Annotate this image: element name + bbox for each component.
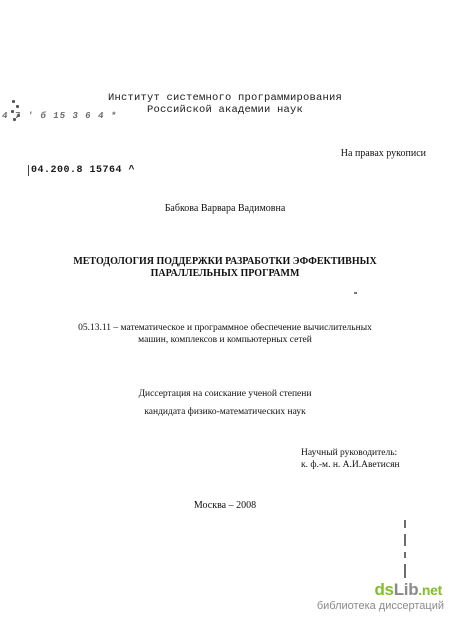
logo-lib-text: Lib — [393, 580, 419, 599]
scan-scratch — [404, 520, 406, 580]
scan-speck — [354, 292, 357, 294]
dissertation-title — [0, 256, 450, 280]
degree-line-1: Диссертация на соискание ученой степени — [138, 389, 312, 399]
degree-statement — [0, 385, 450, 421]
degree-line-2: кандидата физико-математических наук — [144, 407, 306, 417]
specialty-line-2: машин, комплексов и компьютерных сетей — [138, 335, 312, 345]
specialty-code — [0, 322, 450, 346]
title-line-2: ПАРАЛЛЕЛЬНЫХ ПРОГРАММ — [150, 268, 300, 279]
institute-line-1: Институт системного программирования — [107, 92, 343, 104]
logo-ds-text: ds — [374, 580, 394, 599]
title-line-1: МЕТОДОЛОГИЯ ПОДДЕРЖКИ РАЗРАБОТКИ ЭФФЕКТИВНЫХ — [73, 256, 377, 267]
library-stamp-top: 4 7 ' б 15 3 6 4 * — [1, 111, 118, 121]
supervisor-name: к. ф.-м. н. А.И.Аветисян — [301, 460, 400, 470]
specialty-line-1: 05.13.11 – математическое и программное обеспечение вычислительных — [78, 323, 372, 333]
city-year: Москва – 2008 — [193, 500, 257, 511]
watermark-subtitle: библиотека диссертаций — [316, 600, 444, 612]
supervisor-label: Научный руководитель: — [301, 448, 398, 458]
library-stamp-number: 04.200.8 15764 ^ — [28, 165, 135, 176]
rights-notice: На правах рукописи — [340, 148, 426, 159]
supervisor-block — [301, 447, 400, 471]
watermark-logo — [374, 580, 442, 600]
author-name: Бабкова Варвара Вадимовна — [164, 203, 286, 214]
institute-line-2: Российской академии наук — [146, 104, 304, 116]
watermark — [316, 580, 450, 620]
logo-net-text: .net — [418, 582, 442, 598]
